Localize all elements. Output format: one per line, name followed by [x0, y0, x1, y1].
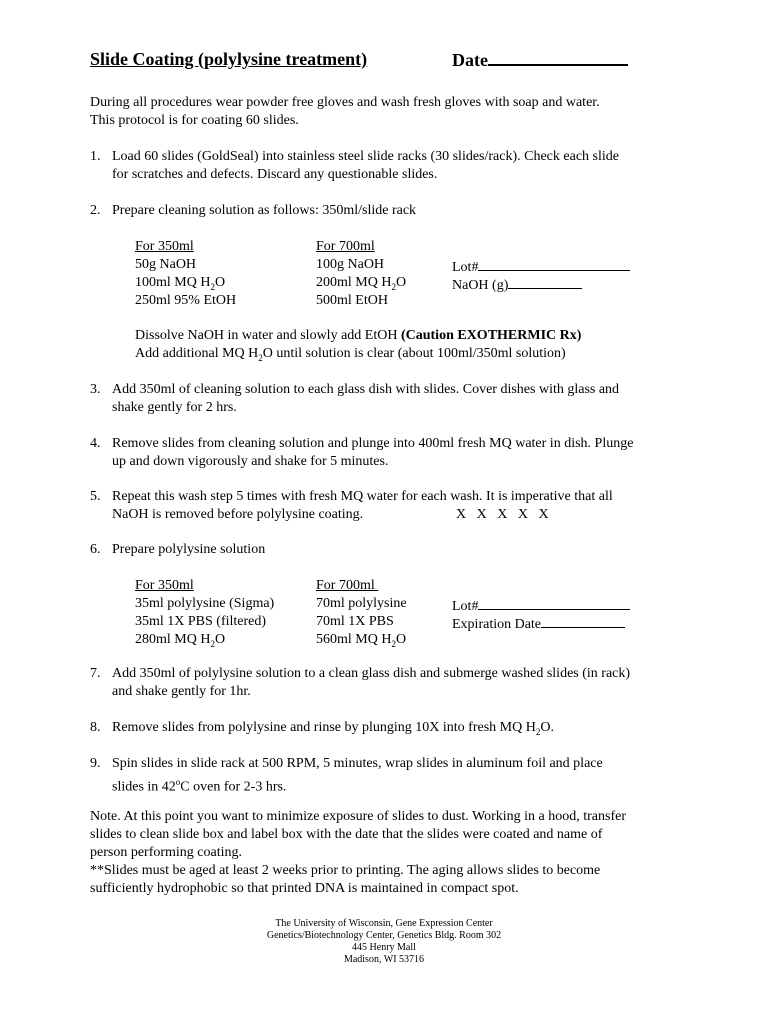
step-8-line: Remove slides from polylysine and rinse by plunging 10X into fresh MQ $H_2O$. — [112, 720, 554, 737]
date-field[interactable] — [452, 48, 628, 71]
step-9-line-2: slides in 42$^o$C oven for 2-3 hrs. — [112, 777, 287, 795]
lot-blank-line[interactable] — [478, 595, 630, 610]
step-6-number: 6. — [90, 542, 101, 557]
step-1-number: 1. — [90, 149, 101, 164]
step-7-number: 7. — [90, 666, 101, 681]
step-6-col2-row-3: 560ml MQ $H_2O$ — [316, 632, 407, 649]
step-2-text: Prepare cleaning solution as follows: 350ml/slide rack — [112, 203, 417, 218]
step-4-number: 4. — [90, 436, 101, 451]
date-label: Date — [452, 50, 488, 70]
step-3-number: 3. — [90, 382, 101, 397]
step-1-line-2: for scratches and defects. Discard any questionable slides. — [112, 167, 438, 182]
step-6-expiration-field[interactable]: Expiration Date — [452, 613, 625, 634]
step-7-line-1: Add 350ml of polylysine solution to a clean glass dish and submerge washed slides (in rack) — [112, 666, 631, 681]
note-line-4: **Slides must be aged at least 2 weeks prior to printing. The aging allows slides to become — [90, 863, 601, 878]
step-6-lot-field[interactable]: Lot# — [452, 595, 630, 616]
footer-line-3: 445 Henry Mall — [352, 942, 416, 953]
intro-line-2: This protocol is for coating 60 slides. — [90, 113, 299, 128]
step-6-col2-row-1: 70ml polylysine — [316, 596, 407, 611]
step-2-col2-row-3: 500ml EtOH — [316, 293, 388, 308]
title-text: Slide Coating (polylysine treatment) — [90, 49, 368, 69]
lot-blank-line[interactable] — [478, 256, 630, 271]
step-8-number: 8. — [90, 720, 101, 735]
note-line-2: slides to clean slide box and label box with the date that the slides were coated and name of — [90, 827, 603, 842]
step-2-col1-row-2: 100ml MQ $H_2O$ — [135, 275, 226, 292]
caution-label: (Caution EXOTHERMIC Rx) — [400, 328, 582, 343]
step-2-col2-header: For 700ml — [316, 239, 375, 254]
expiration-blank-line[interactable] — [541, 613, 625, 628]
footer-line-2: Genetics/Biotechnology Center, Genetics Bldg. Room 302 — [266, 930, 502, 941]
footer-line-4: Madison, WI 53716 — [343, 954, 425, 965]
date-blank-line[interactable] — [488, 48, 628, 66]
step-2-col2-row-2: 200ml MQ $H_2O$ — [316, 275, 407, 292]
step-9-number: 9. — [90, 756, 101, 771]
step-5-number: 5. — [90, 489, 101, 504]
footer-line-1: The University of Wisconsin, Gene Expression Center — [275, 918, 493, 929]
step-2-col1-row-3: 250ml 95% EtOH — [135, 293, 237, 308]
step-2-dissolve-line: Dissolve NaOH in water and slowly add EtOH (Caution EXOTHERMIC Rx) — [135, 328, 582, 343]
step-6-col1-row-3: 280ml MQ $H_2O$ — [135, 632, 226, 649]
step-2-number: 2. — [90, 203, 101, 218]
step-9-line-1: Spin slides in slide rack at 500 RPM, 5 minutes, wrap slides in aluminum foil and place — [112, 756, 603, 771]
step-6-col1-row-2: 35ml 1X PBS (filtered) — [135, 614, 267, 629]
note-line-3: person performing coating. — [90, 845, 243, 860]
step-5-line-2: NaOH is removed before polylysine coating. — [112, 507, 364, 522]
step-6-col1-row-1: 35ml polylysine (Sigma) — [135, 596, 275, 611]
step-6-col2-row-2: 70ml 1X PBS — [316, 614, 394, 629]
step-6-col2-header: For 700ml — [316, 578, 375, 593]
step-2-naoh-field[interactable]: NaOH (g) — [452, 274, 582, 295]
page-title — [90, 48, 367, 70]
step-2-lot-field[interactable]: Lot# — [452, 256, 630, 277]
step-2-col1-header: For 350ml — [135, 239, 194, 254]
step-6-text: Prepare polylysine solution — [112, 542, 266, 557]
step-2-col2-row-1: 100g NaOH — [316, 257, 385, 272]
step-4-line-2: up and down vigorously and shake for 5 minutes. — [112, 454, 389, 469]
step-6-col1-header: For 350ml — [135, 578, 194, 593]
step-2-add-line: Add additional MQ $H_2O$ until solution is clear (about 100ml/350ml solution) — [135, 346, 566, 363]
naoh-blank-line[interactable] — [508, 274, 582, 289]
step-2-col1-row-1: 50g NaOH — [135, 257, 197, 272]
note-line-1: Note. At this point you want to minimize exposure of slides to dust. Working in a hood, transfer — [90, 809, 626, 824]
step-1-line-1: Load 60 slides (GoldSeal) into stainless steel slide racks (30 slides/rack). Check each slide — [112, 149, 619, 164]
wash-check-marks: X X X X X — [456, 507, 549, 522]
step-4-line-1: Remove slides from cleaning solution and plunge into 400ml fresh MQ water in dish. Plunge — [112, 436, 634, 451]
note-line-5: sufficiently hydrophobic so that printed DNA is maintained in compact spot. — [90, 881, 519, 896]
step-3-line-1: Add 350ml of cleaning solution to each glass dish with slides. Cover dishes with glass and — [112, 382, 620, 397]
intro-line-1: During all procedures wear powder free gloves and wash fresh gloves with soap and water. — [90, 95, 600, 110]
step-7-line-2: and shake gently for 1hr. — [112, 684, 251, 699]
step-5-line-1: Repeat this wash step 5 times with fresh MQ water for each wash. It is imperative that all — [112, 489, 613, 504]
step-3-line-2: shake gently for 2 hrs. — [112, 400, 237, 415]
